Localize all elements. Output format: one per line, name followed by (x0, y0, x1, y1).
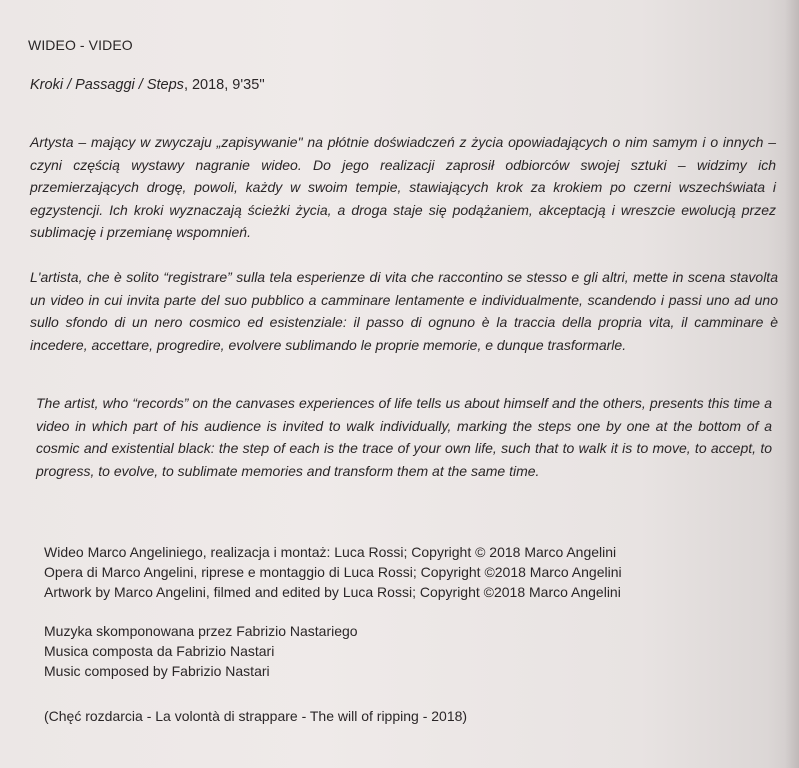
music-line-english: Music composed by Fabrizio Nastari (44, 663, 270, 679)
work-title-italic: Kroki / Passaggi / Steps (30, 77, 184, 93)
paragraph-italian: L'artista, che è solito “registrare” sulla tela esperienze di vita che raccontino se stesso e gli altri, mette in scena stavolta un video in cui invita parte del suo pubblico a camminare lentamente e individualmente, scandendo i passi uno ad uno sullo sfondo di un nero cosmico ed esistenziale: il passo di ognuno è la traccia della propria vita, il camminare è incedere, accettare, progredire, evolvere sublimando le proprie memorie, e dunque trasformarle. (30, 269, 778, 353)
section-heading: WIDEO - VIDEO (28, 37, 133, 53)
work-title (30, 77, 265, 93)
footnote: (Chęć rozdarcia - La volontà di strappare - The will of ripping - 2018) (44, 708, 468, 724)
credits-music (44, 621, 358, 681)
credit-line-polish: Wideo Marco Angeliniego, realizacja i montaż: Luca Rossi; Copyright © 2018 Marco Angelini (44, 544, 617, 560)
credits-video (44, 542, 622, 602)
page-edge-shadow (785, 0, 799, 768)
credit-line-english: Artwork by Marco Angelini, filmed and edited by Luca Rossi; Copyright ©2018 Marco Angelini (44, 584, 621, 600)
paragraph-polish: Artysta – mający w zwyczaju „zapisywanie" na płótnie doświadczeń z życia opowiadających o nim samym i o innych – czyni częścią wystawy nagranie wideo. Do jego realizacji zaprosił odbiorców swojej sztuki – widzimy ich przemierzających drogę, powoli, każdy w swoim tempie, stawiających krok za krokiem po czerni wszechświata i egzystencji. Ich kroki wyznaczają ścieżki życia, a droga staje się podążaniem, akceptacją i wreszcie ewolucją przez sublimację i przemianę wspomnień. (30, 134, 776, 240)
work-title-details: , 2018, 9'35'' (183, 77, 265, 93)
paragraph-english: The artist, who “records” on the canvases experiences of life tells us about himself and the others, presents this time a video in which part of his audience is invited to walk individually, marking the steps one by one at the bottom of a cosmic and existential black: the step of each is the trace of your own life, such that to walk it is to move, to accept, to progress, to evolve, to sublimate memories and transform them at the same time. (36, 395, 772, 479)
credit-line-italian: Opera di Marco Angelini, riprese e montaggio di Luca Rossi; Copyright ©2018 Marco Angelini (44, 564, 622, 580)
music-line-italian: Musica composta da Fabrizio Nastari (44, 643, 275, 659)
music-line-polish: Muzyka skomponowana przez Fabrizio Nastariego (44, 623, 358, 639)
